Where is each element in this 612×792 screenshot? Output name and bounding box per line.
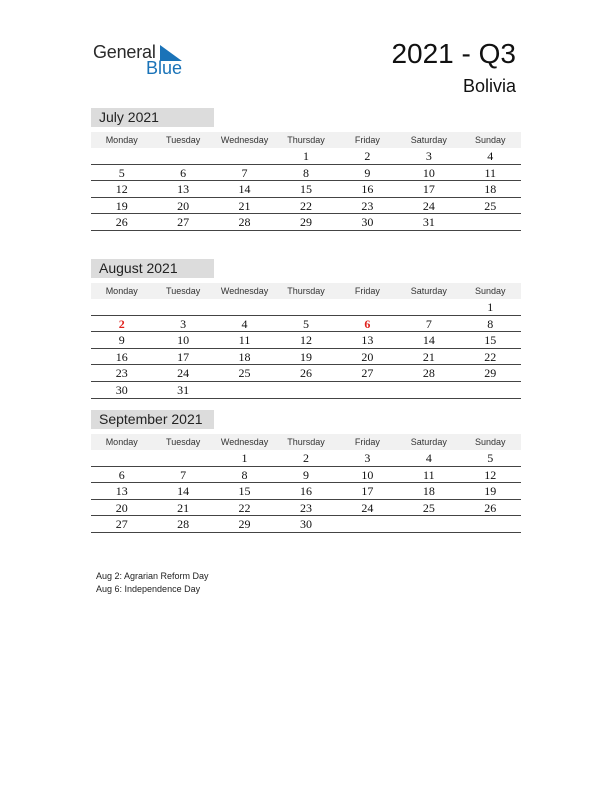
weekday-label: Saturday <box>410 286 447 296</box>
week-row <box>91 483 521 500</box>
week-row <box>91 349 521 366</box>
empty-day-cell <box>398 299 459 315</box>
month-title: August 2021 <box>91 259 214 278</box>
day-cell: 23 <box>361 198 374 213</box>
day-cell: 31 <box>177 382 190 397</box>
day-cell: 9 <box>118 333 125 348</box>
day-cell: 11 <box>423 467 435 482</box>
empty-day-cell <box>152 148 213 164</box>
day-cell: 20 <box>115 500 128 515</box>
day-cell: 16 <box>299 484 312 499</box>
day-cell: 11 <box>238 333 251 348</box>
country-name: Bolivia <box>462 76 516 96</box>
day-cell: 14 <box>238 182 251 197</box>
day-cell: 26 <box>115 215 128 230</box>
weekday-label: Saturday <box>410 437 447 447</box>
day-cell: 7 <box>425 316 432 331</box>
day-cell: 9 <box>302 467 309 482</box>
day-cell: 18 <box>422 484 435 499</box>
week-row <box>91 198 521 215</box>
day-cell: 12 <box>484 467 497 482</box>
day-cell: 28 <box>238 215 251 230</box>
day-cell: 20 <box>361 349 374 364</box>
day-cell: 19 <box>484 484 497 499</box>
day-cell: 7 <box>241 165 248 180</box>
empty-day-cell <box>152 450 213 466</box>
weekday-label: Sunday <box>474 286 506 296</box>
weekday-label: Sunday <box>474 135 506 145</box>
weekday-label: Thursday <box>287 437 325 447</box>
day-cell: 3 <box>180 316 187 331</box>
day-cell: 18 <box>238 349 251 364</box>
day-cell: 5 <box>118 165 125 180</box>
day-cell: 10 <box>177 333 190 348</box>
month-calendar-august <box>91 259 521 399</box>
empty-day-cell <box>91 450 152 466</box>
day-cell: 10 <box>422 165 435 180</box>
month-calendar-july <box>91 108 521 231</box>
empty-day-cell <box>460 382 521 398</box>
day-cell: 31 <box>422 215 435 230</box>
empty-day-cell <box>460 516 521 532</box>
day-cell: 28 <box>422 366 435 381</box>
empty-day-cell <box>337 299 398 315</box>
day-cell: 16 <box>115 349 128 364</box>
day-cell: 27 <box>115 517 128 532</box>
day-cell: 29 <box>299 215 312 230</box>
day-cell: 19 <box>115 198 128 213</box>
day-cell: 28 <box>177 517 190 532</box>
day-cell: 19 <box>299 349 312 364</box>
day-cell: 23 <box>115 366 128 381</box>
day-cell: 10 <box>361 467 374 482</box>
day-cell: 29 <box>484 366 497 381</box>
day-cell: 24 <box>422 198 435 213</box>
weekday-label: Thursday <box>287 135 325 145</box>
weekday-label: Wednesday <box>220 286 269 296</box>
day-cell: 25 <box>422 500 435 515</box>
empty-day-cell <box>214 299 275 315</box>
day-cell: 21 <box>177 500 190 515</box>
day-cell: 16 <box>361 182 374 197</box>
empty-day-cell <box>460 214 521 230</box>
holiday-note: Aug 6: Independence Day <box>96 583 201 594</box>
day-cell: 22 <box>299 198 312 213</box>
day-cell: 18 <box>484 182 497 197</box>
day-cell: 27 <box>177 215 190 230</box>
day-cell: 3 <box>364 451 371 465</box>
logo-blue-text: Blue <box>146 58 183 78</box>
weekday-label: Wednesday <box>220 437 269 447</box>
day-cell: 25 <box>484 198 497 213</box>
weekday-header-row <box>91 283 521 299</box>
day-cell: 2 <box>118 316 125 331</box>
day-cell: 17 <box>361 484 374 499</box>
day-cell: 12 <box>299 333 312 348</box>
week-row <box>91 450 521 467</box>
empty-day-cell <box>214 148 275 164</box>
day-cell: 8 <box>487 316 494 331</box>
day-cell: 14 <box>177 484 190 499</box>
empty-day-cell <box>275 299 336 315</box>
empty-day-cell <box>91 299 152 315</box>
day-cell: 5 <box>302 316 309 331</box>
logo-general-text: General <box>93 42 156 62</box>
day-cell: 14 <box>422 333 435 348</box>
weekday-label: Thursday <box>287 286 325 296</box>
day-cell: 15 <box>484 333 497 348</box>
day-cell: 22 <box>238 500 251 515</box>
day-cell: 13 <box>115 484 128 499</box>
weekday-label: Monday <box>105 135 138 145</box>
day-cell: 30 <box>299 517 312 532</box>
week-row <box>91 500 521 517</box>
day-cell: 17 <box>422 182 435 197</box>
month-title: July 2021 <box>91 108 214 127</box>
weekday-label: Tuesday <box>166 286 201 296</box>
week-row <box>91 332 521 349</box>
empty-day-cell <box>275 382 336 398</box>
week-row <box>91 365 521 382</box>
day-cell: 13 <box>177 182 190 197</box>
empty-day-cell <box>337 516 398 532</box>
weekday-label: Wednesday <box>220 135 269 145</box>
week-row <box>91 516 521 533</box>
day-cell: 11 <box>484 165 497 180</box>
day-cell: 2 <box>302 451 309 465</box>
day-cell: 8 <box>302 165 309 180</box>
weekday-label: Saturday <box>410 135 447 145</box>
holiday-note: Aug 2: Agrarian Reform Day <box>96 571 209 581</box>
day-cell: 21 <box>238 198 251 213</box>
week-row <box>91 316 521 333</box>
day-cell: 13 <box>361 333 374 348</box>
day-cell: 4 <box>241 316 248 331</box>
weekday-label: Tuesday <box>166 135 201 145</box>
day-cell: 9 <box>364 165 371 180</box>
day-cell: 15 <box>238 484 251 499</box>
day-cell: 4 <box>487 149 494 163</box>
day-cell: 24 <box>361 500 374 515</box>
month-title: September 2021 <box>91 410 214 429</box>
day-cell: 5 <box>487 451 494 465</box>
weekday-label: Monday <box>105 286 138 296</box>
empty-day-cell <box>398 382 459 398</box>
week-row <box>91 214 521 231</box>
day-cell: 4 <box>425 451 432 465</box>
week-row <box>91 299 521 316</box>
day-cell: 22 <box>484 349 497 364</box>
weekday-label: Monday <box>105 437 138 447</box>
day-cell: 6 <box>118 467 125 482</box>
day-cell: 24 <box>177 366 190 381</box>
day-cell: 1 <box>241 451 248 465</box>
week-row <box>91 181 521 198</box>
week-row <box>91 148 521 165</box>
day-cell: 26 <box>299 366 312 381</box>
weekday-label: Friday <box>354 135 380 145</box>
day-cell: 29 <box>238 517 251 532</box>
weekday-header-row <box>91 132 521 148</box>
day-cell: 30 <box>361 215 374 230</box>
logo <box>93 42 203 78</box>
month-calendar-september <box>91 410 521 533</box>
week-row <box>91 165 521 182</box>
day-cell: 26 <box>484 500 497 515</box>
day-cell: 8 <box>241 467 248 482</box>
day-cell: 15 <box>299 182 312 197</box>
day-cell: 6 <box>180 165 187 180</box>
day-cell: 2 <box>364 149 371 163</box>
week-row <box>91 467 521 484</box>
day-cell: 6 <box>364 316 371 331</box>
day-cell: 7 <box>180 467 187 482</box>
weekday-header-row <box>91 434 521 450</box>
empty-day-cell <box>337 382 398 398</box>
weekday-label: Tuesday <box>166 437 201 447</box>
day-cell: 1 <box>487 300 494 314</box>
day-cell: 12 <box>115 182 128 197</box>
empty-day-cell <box>398 516 459 532</box>
empty-day-cell <box>152 299 213 315</box>
day-cell: 25 <box>238 366 251 381</box>
day-cell: 17 <box>177 349 190 364</box>
week-row <box>91 382 521 399</box>
day-cell: 3 <box>425 149 432 163</box>
empty-day-cell <box>91 148 152 164</box>
day-cell: 1 <box>302 149 309 163</box>
weekday-label: Friday <box>354 286 380 296</box>
weekday-label: Sunday <box>474 437 506 447</box>
empty-day-cell <box>214 382 275 398</box>
day-cell: 27 <box>361 366 374 381</box>
day-cell: 20 <box>177 198 190 213</box>
day-cell: 30 <box>115 382 128 397</box>
weekday-label: Friday <box>354 437 380 447</box>
holiday-notes <box>96 570 209 595</box>
day-cell: 23 <box>299 500 312 515</box>
day-cell: 21 <box>422 349 435 364</box>
page-title: 2021 - Q3 <box>391 38 516 69</box>
